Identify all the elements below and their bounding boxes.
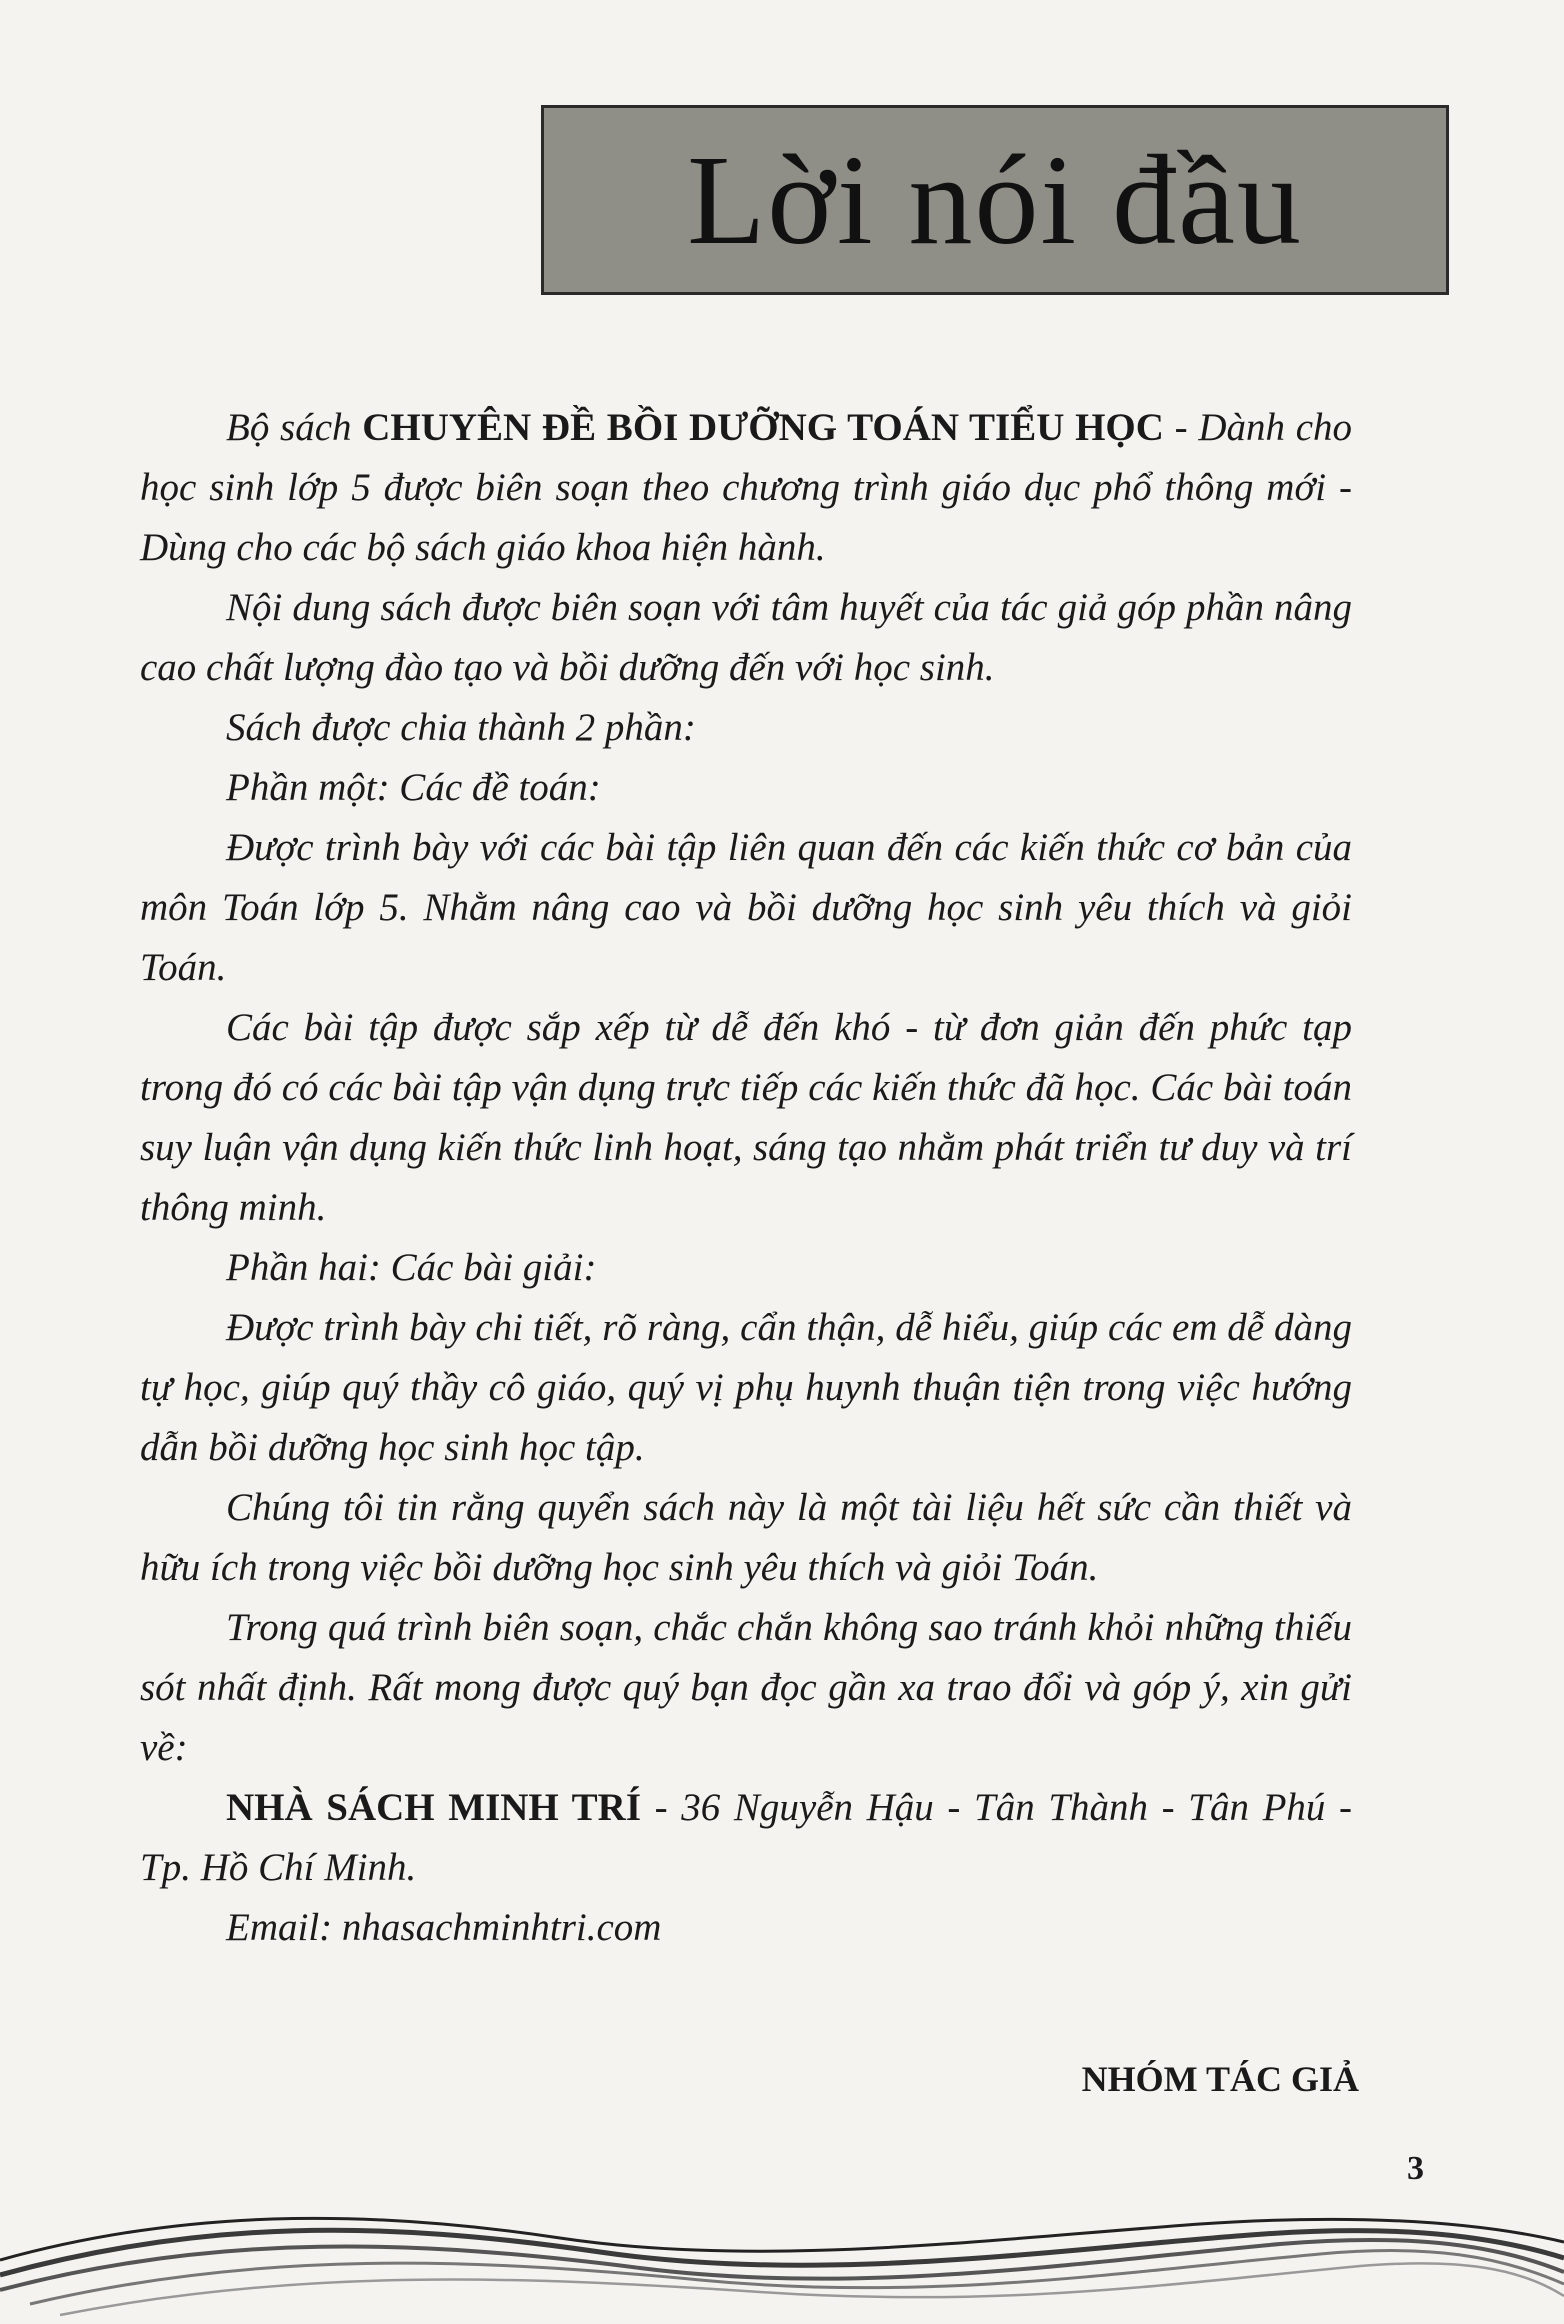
paragraph-part-two-desc: Được trình bày chi tiết, rõ ràng, cẩn thận, dễ hiểu, giúp các em dễ dàng tự học, giúp quý thầy cô giáo, quý vị phụ huynh thuận tiện trong việc hướng dẫn bồi dưỡng học sinh học tập.: [140, 1306, 1352, 1469]
paragraph-part-one-desc: Được trình bày với các bài tập liên quan đến các kiến thức cơ bản của môn Toán lớp 5. Nhằm nâng cao và bồi dưỡng học sinh yêu thích và giỏi Toán.: [140, 826, 1352, 989]
series-title: CHUYÊN ĐỀ BỒI DƯỠNG TOÁN TIỂU HỌC: [362, 406, 1164, 449]
series-prefix: Bộ sách: [226, 406, 363, 449]
paragraph-part-one-heading: Phần một: Các đề toán:: [226, 766, 601, 809]
paragraph-series: [140, 398, 1352, 578]
paragraph-publisher: [140, 1778, 1352, 1898]
series-suffix: - Dành cho học sinh lớp 5 được biên soạn theo chương trình giáo dục phổ thông mới - Dùng cho các bộ sách giáo khoa hiện hành.: [140, 406, 1353, 569]
publisher-address: - 36 Nguyễn Hậu - Tân Thành - Tân Phú - Tp. Hồ Chí Minh.: [140, 1786, 1353, 1889]
publisher-name: NHÀ SÁCH MINH TRÍ: [226, 1786, 642, 1829]
preface-body: [140, 398, 1352, 1958]
title-banner: [541, 105, 1449, 295]
paragraph-feedback: Trong quá trình biên soạn, chắc chắn không sao tránh khỏi những thiếu sót nhất định. Rất mong được quý bạn đọc gần xa trao đổi và góp ý, xin gửi về:: [140, 1606, 1352, 1769]
paragraph-part-two-heading: Phần hai: Các bài giải:: [226, 1246, 597, 1289]
decorative-swoosh: [0, 2180, 1564, 2324]
paragraph-email: Email: nhasachminhtri.com: [226, 1906, 662, 1949]
page-title: Lời nói đầu: [687, 129, 1303, 271]
author-signature: NHÓM TÁC GIẢ: [1081, 2059, 1359, 2099]
page-number: 3: [1407, 2150, 1424, 2187]
paragraph-content: Nội dung sách được biên soạn với tâm huyết của tác giả góp phần nâng cao chất lượng đào tạo và bồi dưỡng đến với học sinh.: [140, 586, 1352, 689]
paragraph-belief: Chúng tôi tin rằng quyển sách này là một tài liệu hết sức cần thiết và hữu ích trong việc bồi dưỡng học sinh yêu thích và giỏi Toán.: [140, 1486, 1352, 1589]
paragraph-exercise-order: Các bài tập được sắp xếp từ dễ đến khó - từ đơn giản đến phức tạp trong đó có các bài tập vận dụng trực tiếp các kiến thức đã học. Các bài toán suy luận vận dụng kiến thức linh hoạt, sáng tạo nhằm phát triển tư duy và trí thông minh.: [140, 1006, 1352, 1229]
paragraph-structure: Sách được chia thành 2 phần:: [226, 706, 696, 749]
